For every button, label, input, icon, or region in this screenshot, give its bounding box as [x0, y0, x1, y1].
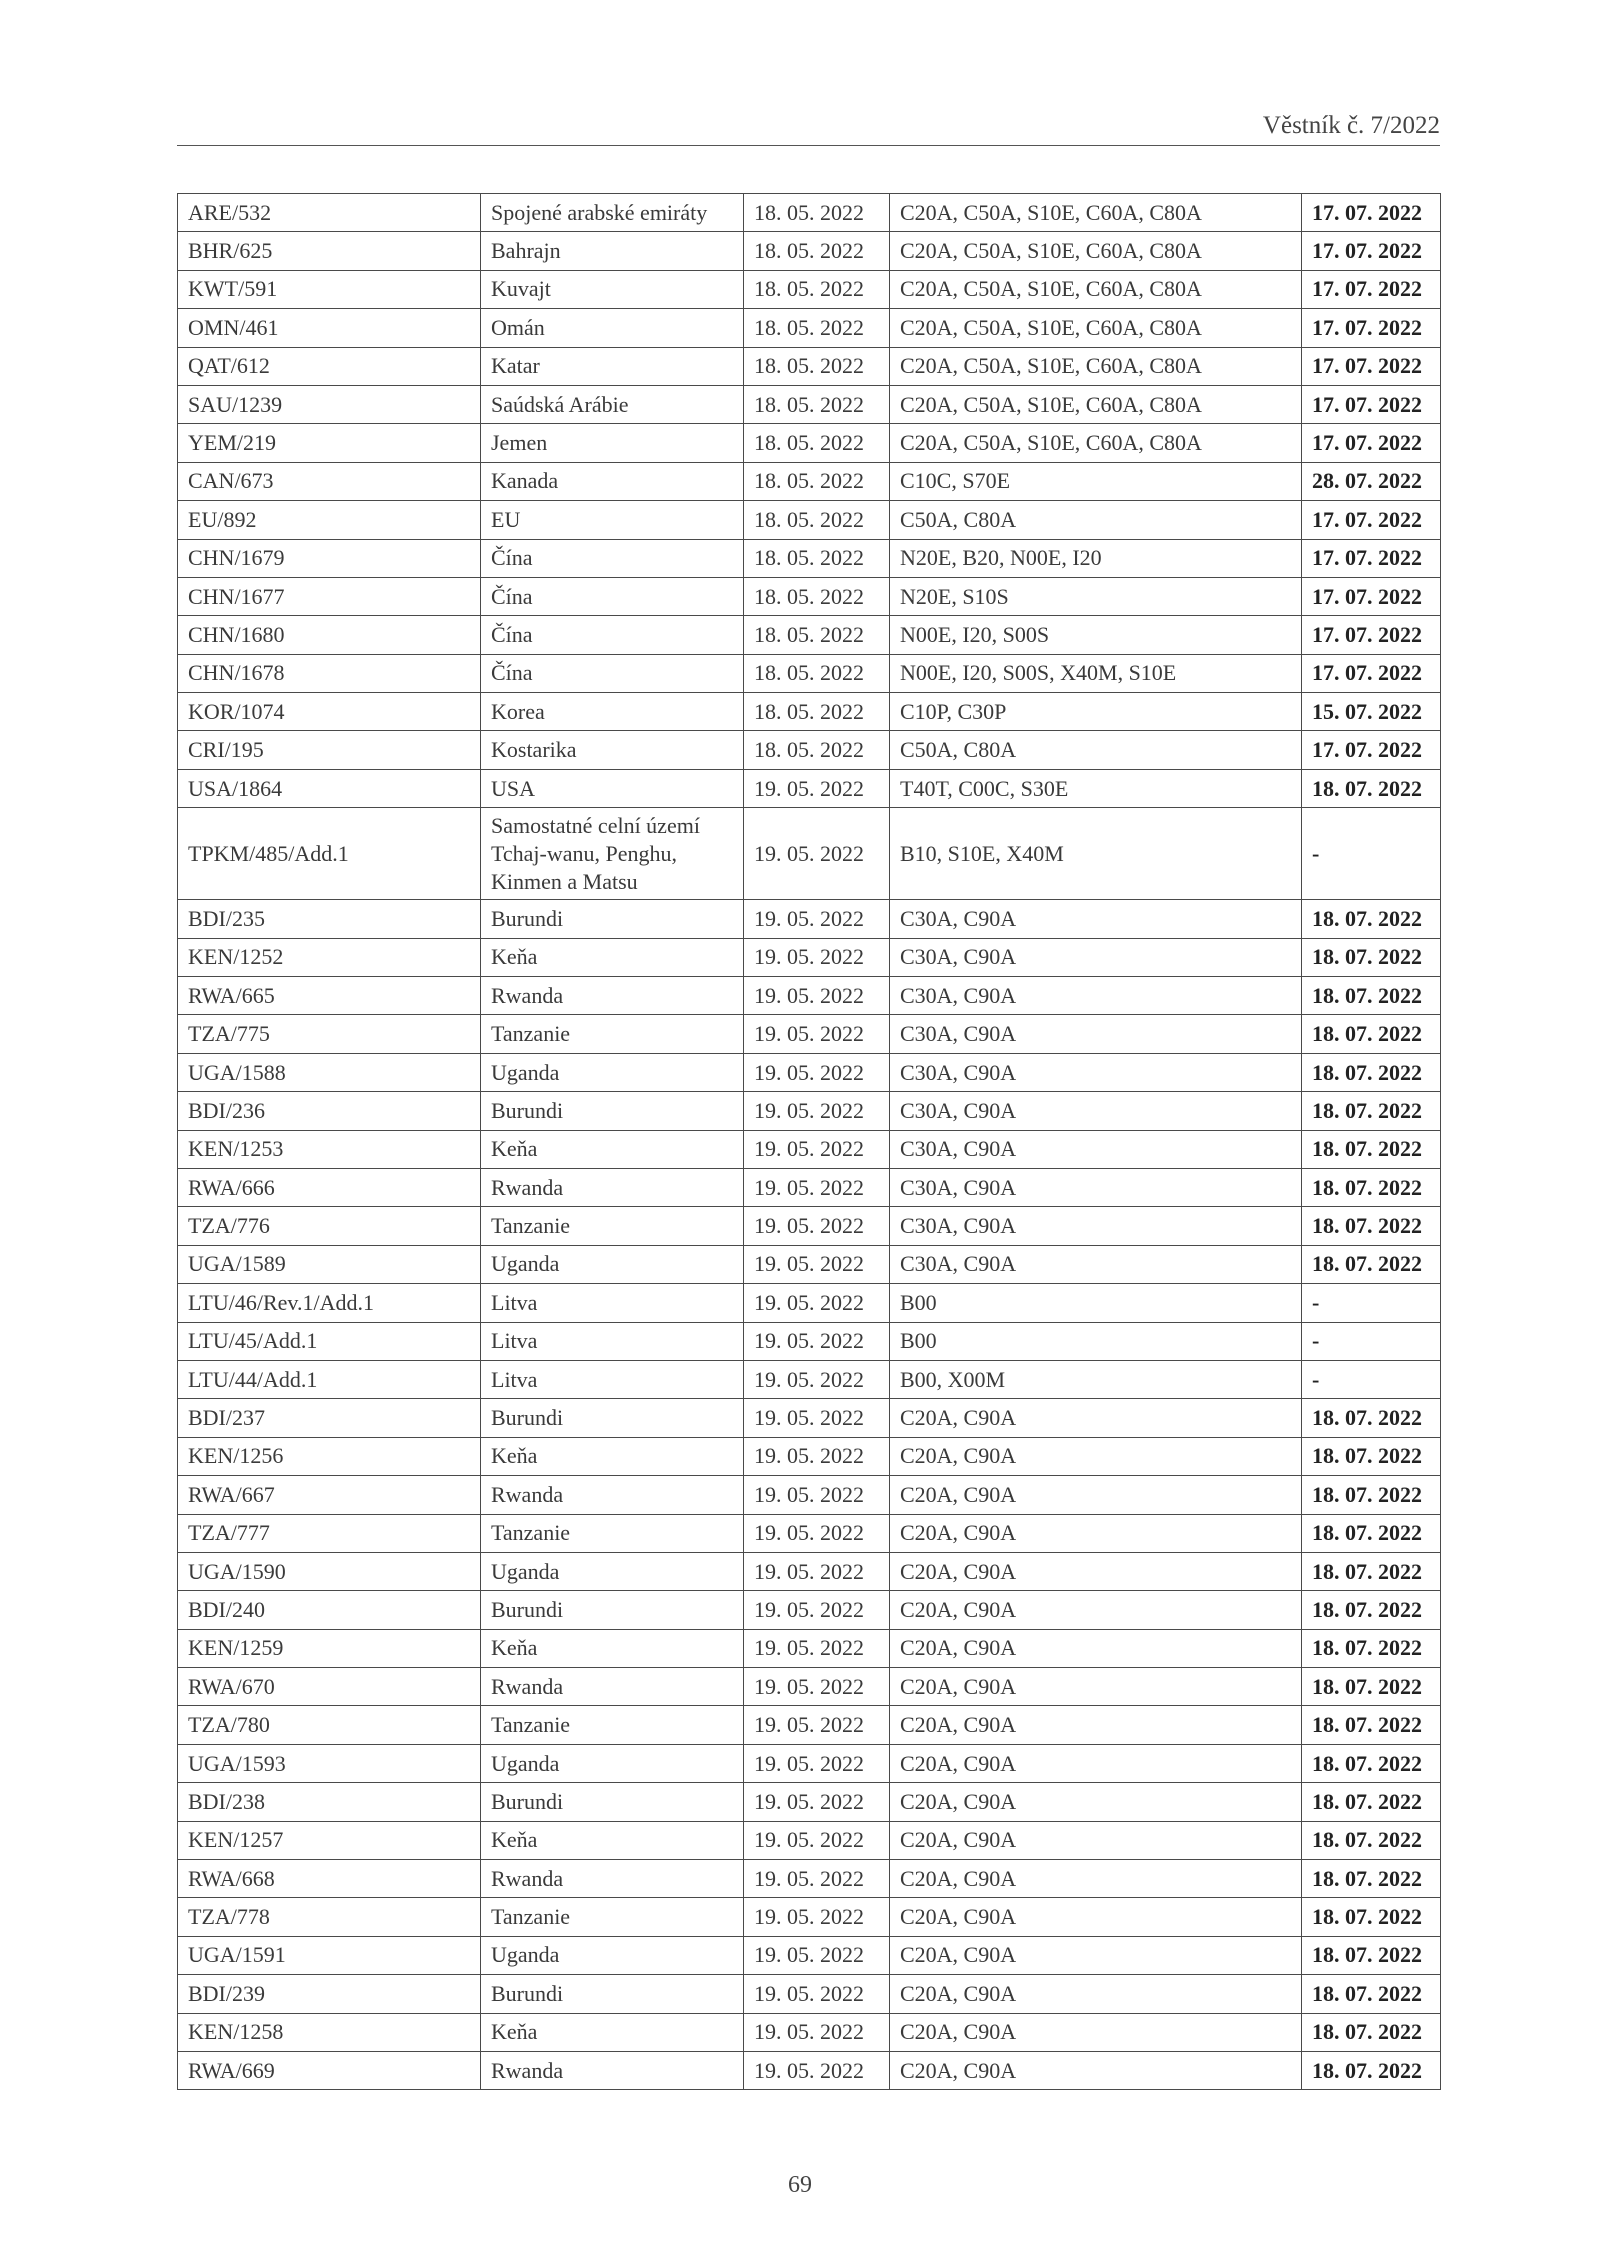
deadline-cell: 18. 07. 2022 [1302, 1168, 1441, 1206]
ics-codes-cell: C20A, C90A [890, 2051, 1302, 2089]
member-cell: Uganda [481, 1936, 744, 1974]
table-row [178, 938, 1441, 976]
ics-codes-cell: C20A, C50A, S10E, C60A, C80A [890, 347, 1302, 385]
deadline-cell: 18. 07. 2022 [1302, 1552, 1441, 1590]
member-cell: Keňa [481, 2013, 744, 2051]
document-symbol-cell: BDI/239 [178, 1975, 481, 2013]
date-cell: 18. 05. 2022 [744, 270, 890, 308]
ics-codes-cell: C20A, C50A, S10E, C60A, C80A [890, 385, 1302, 423]
ics-codes-cell: C20A, C90A [890, 1629, 1302, 1667]
date-cell: 19. 05. 2022 [744, 769, 890, 807]
deadline-cell: 17. 07. 2022 [1302, 731, 1441, 769]
table-row [178, 539, 1441, 577]
date-cell: 18. 05. 2022 [744, 654, 890, 692]
table-row [178, 2051, 1441, 2089]
ics-codes-cell: C20A, C90A [890, 1399, 1302, 1437]
document-symbol-cell: RWA/667 [178, 1476, 481, 1514]
date-cell: 18. 05. 2022 [744, 385, 890, 423]
deadline-cell: 17. 07. 2022 [1302, 654, 1441, 692]
date-cell: 19. 05. 2022 [744, 1092, 890, 1130]
member-cell: Samostatné celní území Tchaj-wanu, Penghu, Kinmen a Matsu [481, 808, 744, 900]
table-row [178, 1130, 1441, 1168]
date-cell: 19. 05. 2022 [744, 1322, 890, 1360]
member-cell: Uganda [481, 1744, 744, 1782]
document-symbol-cell: UGA/1588 [178, 1053, 481, 1091]
deadline-cell: 18. 07. 2022 [1302, 1898, 1441, 1936]
ics-codes-cell: C10P, C30P [890, 693, 1302, 731]
ics-codes-cell: B00 [890, 1322, 1302, 1360]
ics-codes-cell: C20A, C90A [890, 1476, 1302, 1514]
date-cell: 19. 05. 2022 [744, 1629, 890, 1667]
ics-codes-cell: N00E, I20, S00S [890, 616, 1302, 654]
deadline-cell: 17. 07. 2022 [1302, 577, 1441, 615]
document-symbol-cell: CHN/1677 [178, 577, 481, 615]
document-symbol-cell: KWT/591 [178, 270, 481, 308]
ics-codes-cell: C30A, C90A [890, 900, 1302, 938]
ics-codes-cell: C20A, C90A [890, 1552, 1302, 1590]
table-body [178, 194, 1441, 2090]
date-cell: 19. 05. 2022 [744, 1552, 890, 1590]
document-symbol-cell: RWA/665 [178, 977, 481, 1015]
table-row [178, 1936, 1441, 1974]
document-symbol-cell: RWA/668 [178, 1860, 481, 1898]
deadline-cell: 17. 07. 2022 [1302, 385, 1441, 423]
deadline-cell: 17. 07. 2022 [1302, 194, 1441, 232]
date-cell: 19. 05. 2022 [744, 900, 890, 938]
document-symbol-cell: TZA/780 [178, 1706, 481, 1744]
date-cell: 19. 05. 2022 [744, 1821, 890, 1859]
member-cell: Jemen [481, 424, 744, 462]
deadline-cell: - [1302, 1360, 1441, 1398]
date-cell: 19. 05. 2022 [744, 1207, 890, 1245]
deadline-cell: 18. 07. 2022 [1302, 1975, 1441, 2013]
ics-codes-cell: C50A, C80A [890, 501, 1302, 539]
document-symbol-cell: KOR/1074 [178, 693, 481, 731]
table-row [178, 1245, 1441, 1283]
deadline-cell: - [1302, 808, 1441, 900]
ics-codes-cell: C20A, C90A [890, 1706, 1302, 1744]
ics-codes-cell: C20A, C50A, S10E, C60A, C80A [890, 424, 1302, 462]
ics-codes-cell: C20A, C90A [890, 1591, 1302, 1629]
member-cell: Keňa [481, 1629, 744, 1667]
deadline-cell: 18. 07. 2022 [1302, 1936, 1441, 1974]
date-cell: 19. 05. 2022 [744, 1245, 890, 1283]
ics-codes-cell: C30A, C90A [890, 977, 1302, 1015]
document-symbol-cell: TZA/778 [178, 1898, 481, 1936]
date-cell: 18. 05. 2022 [744, 347, 890, 385]
document-symbol-cell: BDI/238 [178, 1783, 481, 1821]
member-cell: Uganda [481, 1053, 744, 1091]
ics-codes-cell: C20A, C90A [890, 1936, 1302, 1974]
document-symbol-cell: KEN/1258 [178, 2013, 481, 2051]
deadline-cell: 18. 07. 2022 [1302, 938, 1441, 976]
ics-codes-cell: C10C, S70E [890, 462, 1302, 500]
date-cell: 19. 05. 2022 [744, 1860, 890, 1898]
table-row [178, 347, 1441, 385]
table-row [178, 1552, 1441, 1590]
deadline-cell: 17. 07. 2022 [1302, 309, 1441, 347]
table-row [178, 654, 1441, 692]
member-cell: Tanzanie [481, 1514, 744, 1552]
date-cell: 19. 05. 2022 [744, 1053, 890, 1091]
deadline-cell: 18. 07. 2022 [1302, 1668, 1441, 1706]
ics-codes-cell: C20A, C90A [890, 1514, 1302, 1552]
table-row [178, 1322, 1441, 1360]
member-cell: Litva [481, 1284, 744, 1322]
document-symbol-cell: BHR/625 [178, 232, 481, 270]
deadline-cell: 17. 07. 2022 [1302, 501, 1441, 539]
table-row [178, 1975, 1441, 2013]
document-symbol-cell: BDI/237 [178, 1399, 481, 1437]
ics-codes-cell: C20A, C90A [890, 1821, 1302, 1859]
table-row [178, 270, 1441, 308]
ics-codes-cell: C50A, C80A [890, 731, 1302, 769]
document-symbol-cell: EU/892 [178, 501, 481, 539]
ics-codes-cell: C30A, C90A [890, 1207, 1302, 1245]
date-cell: 18. 05. 2022 [744, 424, 890, 462]
member-cell: Tanzanie [481, 1207, 744, 1245]
table-row [178, 2013, 1441, 2051]
date-cell: 19. 05. 2022 [744, 977, 890, 1015]
ics-codes-cell: C20A, C90A [890, 1668, 1302, 1706]
document-symbol-cell: UGA/1590 [178, 1552, 481, 1590]
date-cell: 19. 05. 2022 [744, 1706, 890, 1744]
table-row [178, 808, 1441, 900]
document-symbol-cell: BDI/240 [178, 1591, 481, 1629]
document-symbol-cell: UGA/1591 [178, 1936, 481, 1974]
deadline-cell: 17. 07. 2022 [1302, 539, 1441, 577]
ics-codes-cell: C20A, C90A [890, 1898, 1302, 1936]
deadline-cell: - [1302, 1284, 1441, 1322]
ics-codes-cell: C20A, C90A [890, 1975, 1302, 2013]
member-cell: Rwanda [481, 1860, 744, 1898]
member-cell: Bahrajn [481, 232, 744, 270]
table-row [178, 900, 1441, 938]
ics-codes-cell: C20A, C90A [890, 1437, 1302, 1475]
member-cell: Burundi [481, 1783, 744, 1821]
date-cell: 18. 05. 2022 [744, 731, 890, 769]
document-symbol-cell: SAU/1239 [178, 385, 481, 423]
table-row [178, 501, 1441, 539]
deadline-cell: 18. 07. 2022 [1302, 1092, 1441, 1130]
table-row [178, 1898, 1441, 1936]
table-row [178, 731, 1441, 769]
member-cell: Burundi [481, 1092, 744, 1130]
document-symbol-cell: RWA/669 [178, 2051, 481, 2089]
document-symbol-cell: USA/1864 [178, 769, 481, 807]
date-cell: 19. 05. 2022 [744, 1015, 890, 1053]
member-cell: Tanzanie [481, 1015, 744, 1053]
deadline-cell: 18. 07. 2022 [1302, 1207, 1441, 1245]
date-cell: 18. 05. 2022 [744, 616, 890, 654]
ics-codes-cell: C30A, C90A [890, 938, 1302, 976]
document-symbol-cell: LTU/45/Add.1 [178, 1322, 481, 1360]
date-cell: 18. 05. 2022 [744, 232, 890, 270]
date-cell: 19. 05. 2022 [744, 2051, 890, 2089]
deadline-cell: 18. 07. 2022 [1302, 1629, 1441, 1667]
deadline-cell: 18. 07. 2022 [1302, 1130, 1441, 1168]
document-symbol-cell: BDI/235 [178, 900, 481, 938]
document-symbol-cell: ARE/532 [178, 194, 481, 232]
ics-codes-cell: C20A, C50A, S10E, C60A, C80A [890, 270, 1302, 308]
deadline-cell: 18. 07. 2022 [1302, 1744, 1441, 1782]
ics-codes-cell: N00E, I20, S00S, X40M, S10E [890, 654, 1302, 692]
ics-codes-cell: B00, X00M [890, 1360, 1302, 1398]
date-cell: 19. 05. 2022 [744, 1898, 890, 1936]
member-cell: Katar [481, 347, 744, 385]
date-cell: 19. 05. 2022 [744, 1284, 890, 1322]
member-cell: Burundi [481, 1591, 744, 1629]
table-row [178, 1591, 1441, 1629]
member-cell: Čína [481, 539, 744, 577]
ics-codes-cell: C20A, C50A, S10E, C60A, C80A [890, 309, 1302, 347]
document-symbol-cell: TZA/775 [178, 1015, 481, 1053]
table-row [178, 194, 1441, 232]
deadline-cell: 18. 07. 2022 [1302, 1821, 1441, 1859]
deadline-cell: 18. 07. 2022 [1302, 1591, 1441, 1629]
table-row [178, 1360, 1441, 1398]
document-symbol-cell: UGA/1589 [178, 1245, 481, 1283]
document-symbol-cell: YEM/219 [178, 424, 481, 462]
header-rule [177, 145, 1440, 146]
ics-codes-cell: B00 [890, 1284, 1302, 1322]
date-cell: 18. 05. 2022 [744, 194, 890, 232]
document-symbol-cell: CHN/1679 [178, 539, 481, 577]
document-symbol-cell: KEN/1257 [178, 1821, 481, 1859]
document-symbol-cell: BDI/236 [178, 1092, 481, 1130]
member-cell: Rwanda [481, 2051, 744, 2089]
ics-codes-cell: C20A, C90A [890, 1783, 1302, 1821]
table-row [178, 1821, 1441, 1859]
document-symbol-cell: TZA/776 [178, 1207, 481, 1245]
deadline-cell: 18. 07. 2022 [1302, 977, 1441, 1015]
document-symbol-cell: CHN/1680 [178, 616, 481, 654]
table-row [178, 1629, 1441, 1667]
member-cell: Kanada [481, 462, 744, 500]
member-cell: Korea [481, 693, 744, 731]
ics-codes-cell: C20A, C50A, S10E, C60A, C80A [890, 194, 1302, 232]
table-row [178, 1706, 1441, 1744]
table-row [178, 1399, 1441, 1437]
date-cell: 18. 05. 2022 [744, 462, 890, 500]
date-cell: 18. 05. 2022 [744, 501, 890, 539]
member-cell: Keňa [481, 1130, 744, 1168]
document-symbol-cell: CHN/1678 [178, 654, 481, 692]
document-symbol-cell: TPKM/485/Add.1 [178, 808, 481, 900]
deadline-cell: 18. 07. 2022 [1302, 1514, 1441, 1552]
date-cell: 18. 05. 2022 [744, 309, 890, 347]
document-symbol-cell: KEN/1259 [178, 1629, 481, 1667]
table-row [178, 1284, 1441, 1322]
deadline-cell: 18. 07. 2022 [1302, 1399, 1441, 1437]
table-row [178, 693, 1441, 731]
member-cell: Keňa [481, 938, 744, 976]
deadline-cell: 18. 07. 2022 [1302, 1053, 1441, 1091]
table-row [178, 769, 1441, 807]
table-row [178, 1514, 1441, 1552]
deadline-cell: 17. 07. 2022 [1302, 347, 1441, 385]
table-row [178, 1168, 1441, 1206]
date-cell: 19. 05. 2022 [744, 1668, 890, 1706]
table-row [178, 1207, 1441, 1245]
ics-codes-cell: C20A, C90A [890, 2013, 1302, 2051]
member-cell: Keňa [481, 1821, 744, 1859]
ics-codes-cell: C30A, C90A [890, 1168, 1302, 1206]
date-cell: 19. 05. 2022 [744, 1514, 890, 1552]
document-symbol-cell: LTU/46/Rev.1/Add.1 [178, 1284, 481, 1322]
document-symbol-cell: CAN/673 [178, 462, 481, 500]
deadline-cell: 18. 07. 2022 [1302, 1015, 1441, 1053]
deadline-cell: 18. 07. 2022 [1302, 1476, 1441, 1514]
running-header: Věstník č. 7/2022 [1262, 112, 1440, 139]
member-cell: EU [481, 501, 744, 539]
member-cell: USA [481, 769, 744, 807]
deadline-cell: 17. 07. 2022 [1302, 270, 1441, 308]
deadline-cell: 17. 07. 2022 [1302, 232, 1441, 270]
member-cell: Kuvajt [481, 270, 744, 308]
deadline-cell: 18. 07. 2022 [1302, 1783, 1441, 1821]
table-row [178, 1476, 1441, 1514]
date-cell: 19. 05. 2022 [744, 1591, 890, 1629]
page-number: 69 [788, 2172, 812, 2198]
date-cell: 19. 05. 2022 [744, 1936, 890, 1974]
member-cell: Uganda [481, 1245, 744, 1283]
ics-codes-cell: C20A, C50A, S10E, C60A, C80A [890, 232, 1302, 270]
document-symbol-cell: KEN/1252 [178, 938, 481, 976]
deadline-cell: 18. 07. 2022 [1302, 1245, 1441, 1283]
member-cell: Burundi [481, 900, 744, 938]
deadline-cell: 15. 07. 2022 [1302, 693, 1441, 731]
date-cell: 19. 05. 2022 [744, 2013, 890, 2051]
date-cell: 19. 05. 2022 [744, 1360, 890, 1398]
document-symbol-cell: RWA/666 [178, 1168, 481, 1206]
table-row [178, 577, 1441, 615]
ics-codes-cell: C30A, C90A [890, 1245, 1302, 1283]
ics-codes-cell: C30A, C90A [890, 1015, 1302, 1053]
date-cell: 19. 05. 2022 [744, 1168, 890, 1206]
date-cell: 19. 05. 2022 [744, 1130, 890, 1168]
ics-codes-cell: T40T, C00C, S30E [890, 769, 1302, 807]
date-cell: 19. 05. 2022 [744, 1975, 890, 2013]
ics-codes-cell: C20A, C90A [890, 1744, 1302, 1782]
table-row [178, 1437, 1441, 1475]
ics-codes-cell: B10, S10E, X40M [890, 808, 1302, 900]
date-cell: 19. 05. 2022 [744, 1744, 890, 1782]
member-cell: Burundi [481, 1975, 744, 2013]
document-symbol-cell: CRI/195 [178, 731, 481, 769]
member-cell: Burundi [481, 1399, 744, 1437]
member-cell: Čína [481, 654, 744, 692]
deadline-cell: 18. 07. 2022 [1302, 1437, 1441, 1475]
table-row [178, 1015, 1441, 1053]
member-cell: Čína [481, 577, 744, 615]
document-symbol-cell: OMN/461 [178, 309, 481, 347]
member-cell: Kostarika [481, 731, 744, 769]
date-cell: 19. 05. 2022 [744, 1399, 890, 1437]
document-symbol-cell: LTU/44/Add.1 [178, 1360, 481, 1398]
ics-codes-cell: C20A, C90A [890, 1860, 1302, 1898]
table-row [178, 232, 1441, 270]
document-symbol-cell: TZA/777 [178, 1514, 481, 1552]
document-symbol-cell: RWA/670 [178, 1668, 481, 1706]
date-cell: 18. 05. 2022 [744, 577, 890, 615]
member-cell: Tanzanie [481, 1898, 744, 1936]
date-cell: 19. 05. 2022 [744, 808, 890, 900]
table-row [178, 1053, 1441, 1091]
member-cell: Tanzanie [481, 1706, 744, 1744]
deadline-cell: 18. 07. 2022 [1302, 1860, 1441, 1898]
member-cell: Saúdská Arábie [481, 385, 744, 423]
date-cell: 18. 05. 2022 [744, 693, 890, 731]
table-row [178, 1860, 1441, 1898]
member-cell: Rwanda [481, 1476, 744, 1514]
member-cell: Rwanda [481, 977, 744, 1015]
deadline-cell: 18. 07. 2022 [1302, 2051, 1441, 2089]
table-row [178, 1092, 1441, 1130]
deadline-cell: 18. 07. 2022 [1302, 2013, 1441, 2051]
ics-codes-cell: C30A, C90A [890, 1092, 1302, 1130]
table-row [178, 977, 1441, 1015]
deadline-cell: - [1302, 1322, 1441, 1360]
member-cell: Litva [481, 1322, 744, 1360]
table-row [178, 309, 1441, 347]
document-symbol-cell: KEN/1256 [178, 1437, 481, 1475]
document-symbol-cell: KEN/1253 [178, 1130, 481, 1168]
member-cell: Rwanda [481, 1168, 744, 1206]
member-cell: Uganda [481, 1552, 744, 1590]
table-row [178, 1668, 1441, 1706]
table-row [178, 616, 1441, 654]
deadline-cell: 18. 07. 2022 [1302, 769, 1441, 807]
date-cell: 19. 05. 2022 [744, 938, 890, 976]
deadline-cell: 28. 07. 2022 [1302, 462, 1441, 500]
notification-table [177, 193, 1441, 2090]
member-cell: Litva [481, 1360, 744, 1398]
ics-codes-cell: C30A, C90A [890, 1130, 1302, 1168]
member-cell: Keňa [481, 1437, 744, 1475]
table-row [178, 385, 1441, 423]
member-cell: Omán [481, 309, 744, 347]
deadline-cell: 18. 07. 2022 [1302, 1706, 1441, 1744]
date-cell: 19. 05. 2022 [744, 1476, 890, 1514]
deadline-cell: 17. 07. 2022 [1302, 616, 1441, 654]
date-cell: 19. 05. 2022 [744, 1437, 890, 1475]
ics-codes-cell: N20E, S10S [890, 577, 1302, 615]
date-cell: 19. 05. 2022 [744, 1783, 890, 1821]
table-row [178, 462, 1441, 500]
table-row [178, 424, 1441, 462]
deadline-cell: 17. 07. 2022 [1302, 424, 1441, 462]
document-symbol-cell: QAT/612 [178, 347, 481, 385]
table-row [178, 1744, 1441, 1782]
date-cell: 18. 05. 2022 [744, 539, 890, 577]
ics-codes-cell: C30A, C90A [890, 1053, 1302, 1091]
member-cell: Spojené arabské emiráty [481, 194, 744, 232]
table-row [178, 1783, 1441, 1821]
member-cell: Čína [481, 616, 744, 654]
member-cell: Rwanda [481, 1668, 744, 1706]
ics-codes-cell: N20E, B20, N00E, I20 [890, 539, 1302, 577]
document-symbol-cell: UGA/1593 [178, 1744, 481, 1782]
deadline-cell: 18. 07. 2022 [1302, 900, 1441, 938]
